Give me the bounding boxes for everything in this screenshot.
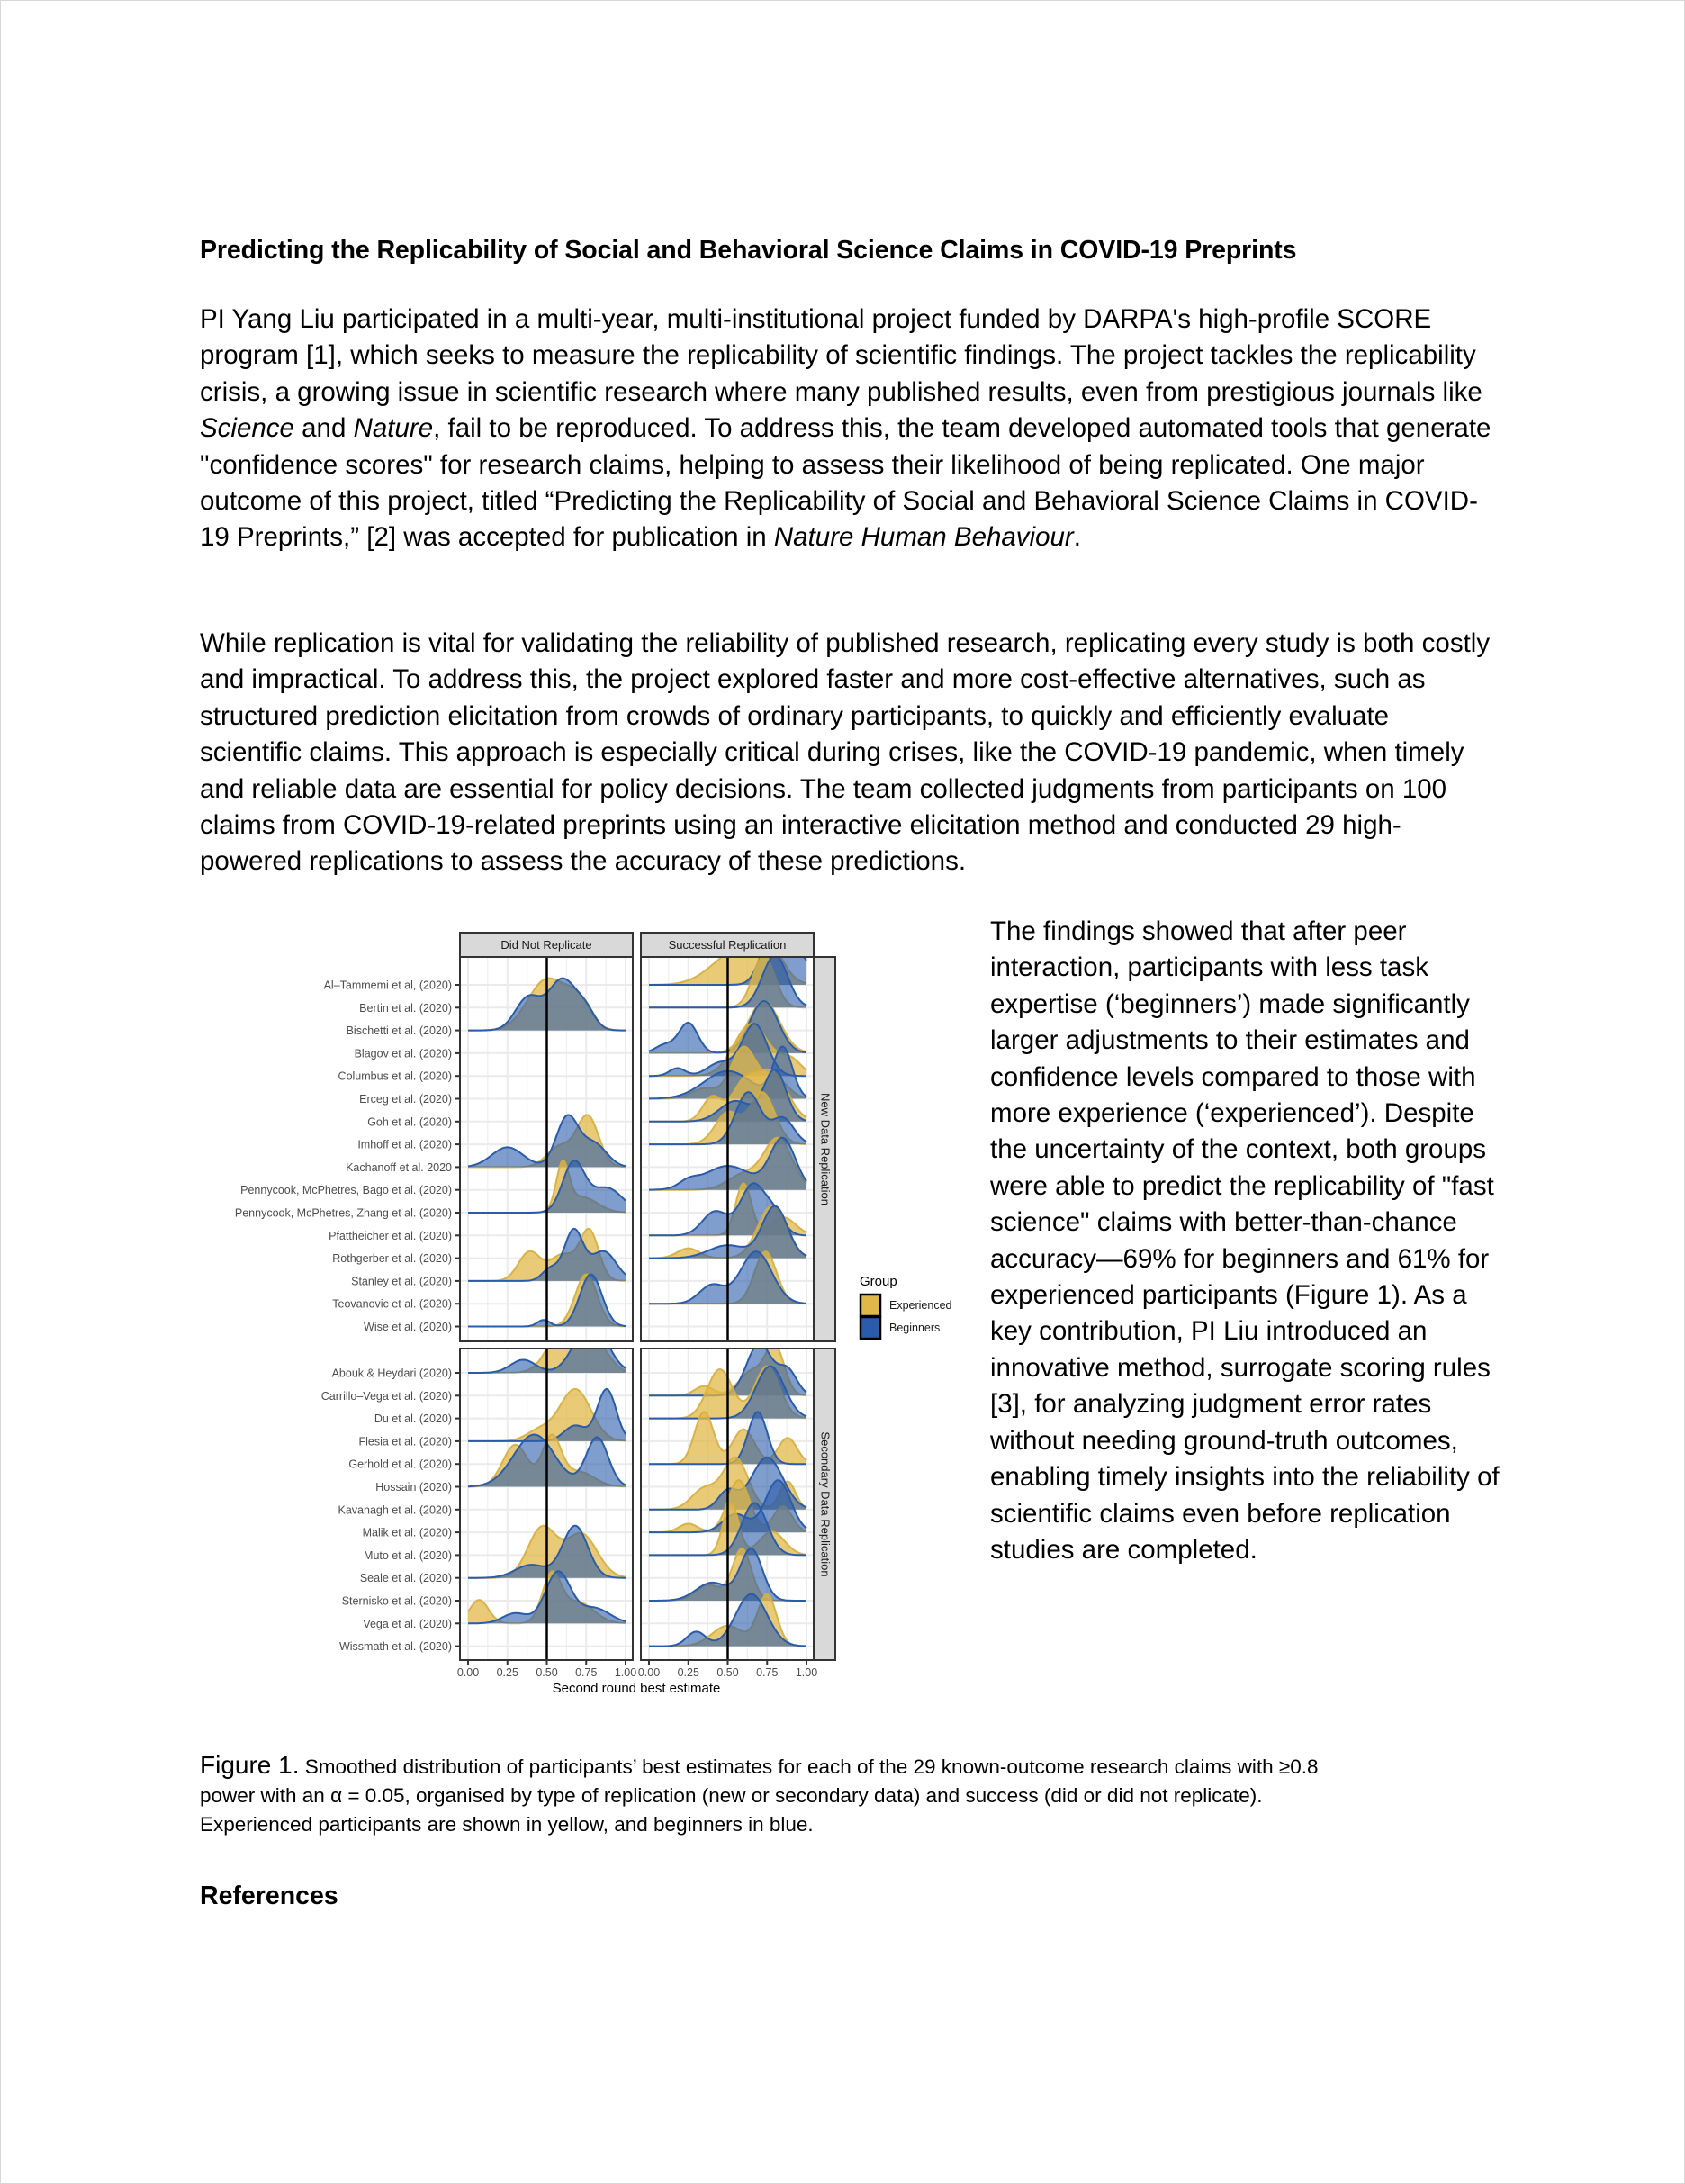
caption-text: Smoothed distribution of participants’ best estimates for each of the 29 known-outcome research claims with ≥0.8 power with an α = 0.05, organised by type of replication (new or secondary data) and success (did or did not replicate). Experienced participants are shown in yellow, and beginners in blue. — [200, 1755, 1319, 1836]
claim-label: Malik et al. (2020) — [362, 1526, 452, 1539]
legend-label: Experienced — [889, 1299, 952, 1312]
claim-label: Kachanoff et al. 2020 — [346, 1160, 452, 1174]
claim-label: Rothgerber et al. (2020) — [332, 1252, 452, 1266]
claim-label: Bischetti et al. (2020) — [346, 1024, 452, 1038]
references-heading: References — [200, 1882, 338, 1910]
text-run: PI Yang Liu participated in a multi-year, multi-institutional project funded by DARPA's high-profile SCORE program [1], which seeks to measure the replicability of scientific findings. The project tackles the replicability crisis, a growing issue in scientific research where many published results, even from prestigious journals like — [200, 304, 1482, 407]
claim-label: Abouk & Heydari (2020) — [331, 1367, 452, 1380]
x-tick-label: 0.50 — [716, 1666, 739, 1679]
claim-label: Flesia et al. (2020) — [358, 1435, 452, 1448]
legend-swatch — [861, 1317, 880, 1339]
italic-run: Nature — [353, 413, 434, 444]
claim-label: Columbus et al. (2020) — [338, 1069, 452, 1083]
x-tick-label: 0.25 — [677, 1666, 699, 1679]
claim-label: Hossain (2020) — [375, 1481, 452, 1494]
x-tick-label: 0.25 — [496, 1666, 518, 1679]
claim-label: Sternisko et al. (2020) — [341, 1594, 452, 1608]
italic-run: Science — [200, 413, 294, 444]
text-run: , fail to be reproduced. To address this, the team developed automated tools that generate "confidence scores" for research claims, helping to assess their likelihood of being replicated. One major outcome of this project, titled “Predicting the Replicability of Social and Behavioral Science Claims in COVID-19 Preprints,” [2] was accepted for publication in — [200, 413, 1491, 553]
figure-caption — [200, 1751, 1370, 1839]
claim-label: Imhoff et al. (2020) — [357, 1138, 452, 1151]
findings-paragraph: The findings showed that after peer interaction, participants with less task expertise (‘beginners’) made significantly larger adjustments to their estimates and confidence levels compared to those with more experience (‘experienced’). Despite the uncertainty of the context, both groups were able to predict the replicability of "fast science" claims with better-than-chance accuracy—69% for beginners and 61% for experienced participants (Figure 1). As a key contribution, PI Liu introduced an innovative method, surrogate scoring rules [3], for analyzing judgment error rates without needing ground-truth outcomes, enabling timely insights into the reliability of scientific claims even before replication studies are completed. — [990, 916, 1500, 1565]
x-tick-label: 0.75 — [575, 1666, 598, 1679]
claim-label: Muto et al. (2020) — [364, 1548, 452, 1562]
row-facet-label: Secondary Data Replication — [818, 1431, 833, 1577]
x-tick-label: 0.50 — [536, 1666, 558, 1679]
text-run: . — [1073, 522, 1081, 553]
legend-title: Group — [860, 1274, 897, 1289]
claim-label: Wise et al. (2020) — [364, 1321, 452, 1333]
x-tick-label: 0.75 — [756, 1666, 779, 1679]
column-facet-label: Successful Replication — [668, 938, 787, 952]
column-facet-label: Did Not Replicate — [500, 938, 592, 952]
claim-label: Bertin et al. (2020) — [359, 1001, 452, 1015]
motivation-paragraph: While replication is vital for validating the reliability of published research, replicating every study is both costly and impractical. To address this, the project explored faster and more cost-effective alternatives, such as structured prediction elicitation from crowds of ordinary participants, to quickly and efficiently evaluate scientific claims. This approach is especially critical during crises, like the COVID-19 pandemic, when timely and reliable data are essential for policy decisions. The team collected judgments from participants on 100 claims from COVID-19-related preprints using an interactive elicitation method and conducted 29 high-powered replications to assess the accuracy of these predictions. — [200, 628, 1491, 877]
claim-label: Carrillo–Vega et al. (2020) — [320, 1389, 452, 1403]
claim-label: Stanley et al. (2020) — [351, 1275, 452, 1288]
claim-label: Wissmath et al. (2020) — [338, 1640, 452, 1654]
italic-run: Nature Human Behaviour — [773, 522, 1074, 553]
document-title: Predicting the Replicability of Social and Behavioral Science Claims in COVID-19 Preprints — [200, 236, 1297, 265]
x-tick-label: 1.00 — [795, 1666, 818, 1679]
x-tick-label: 0.00 — [456, 1666, 480, 1679]
claim-label: Goh et al. (2020) — [367, 1115, 452, 1129]
claim-label: Erceg et al. (2020) — [359, 1093, 452, 1106]
x-axis-title: Second round best estimate — [552, 1681, 721, 1696]
row-facet-label: New Data Replication — [818, 1092, 833, 1206]
claim-label: Pennycook, McPhetres, Bago et al. (2020) — [240, 1184, 452, 1197]
claim-label: Kavanagh et al. (2020) — [338, 1503, 452, 1517]
claim-label: Vega et al. (2020) — [363, 1617, 452, 1630]
legend — [860, 1274, 952, 1339]
claim-label: Teovanovic et al. (2020) — [332, 1297, 452, 1311]
claim-label: Gerhold et al. (2020) — [348, 1458, 452, 1471]
legend-label: Beginners — [889, 1322, 941, 1334]
claim-label: Pfattheicher et al. (2020) — [329, 1229, 452, 1242]
claim-label: Al–Tammemi et al, (2020) — [323, 979, 452, 992]
x-tick-label: 1.00 — [614, 1666, 637, 1679]
claim-label: Pennycook, McPhetres, Zhang et al. (2020) — [234, 1206, 452, 1220]
legend-swatch — [861, 1295, 880, 1316]
claim-label: Du et al. (2020) — [374, 1412, 452, 1426]
claim-label: Blagov et al. (2020) — [354, 1047, 452, 1060]
figure-label: Figure 1. — [200, 1751, 300, 1779]
claim-label: Seale et al. (2020) — [359, 1572, 452, 1585]
x-tick-label: 0.00 — [637, 1666, 661, 1679]
text-run: and — [293, 413, 354, 444]
